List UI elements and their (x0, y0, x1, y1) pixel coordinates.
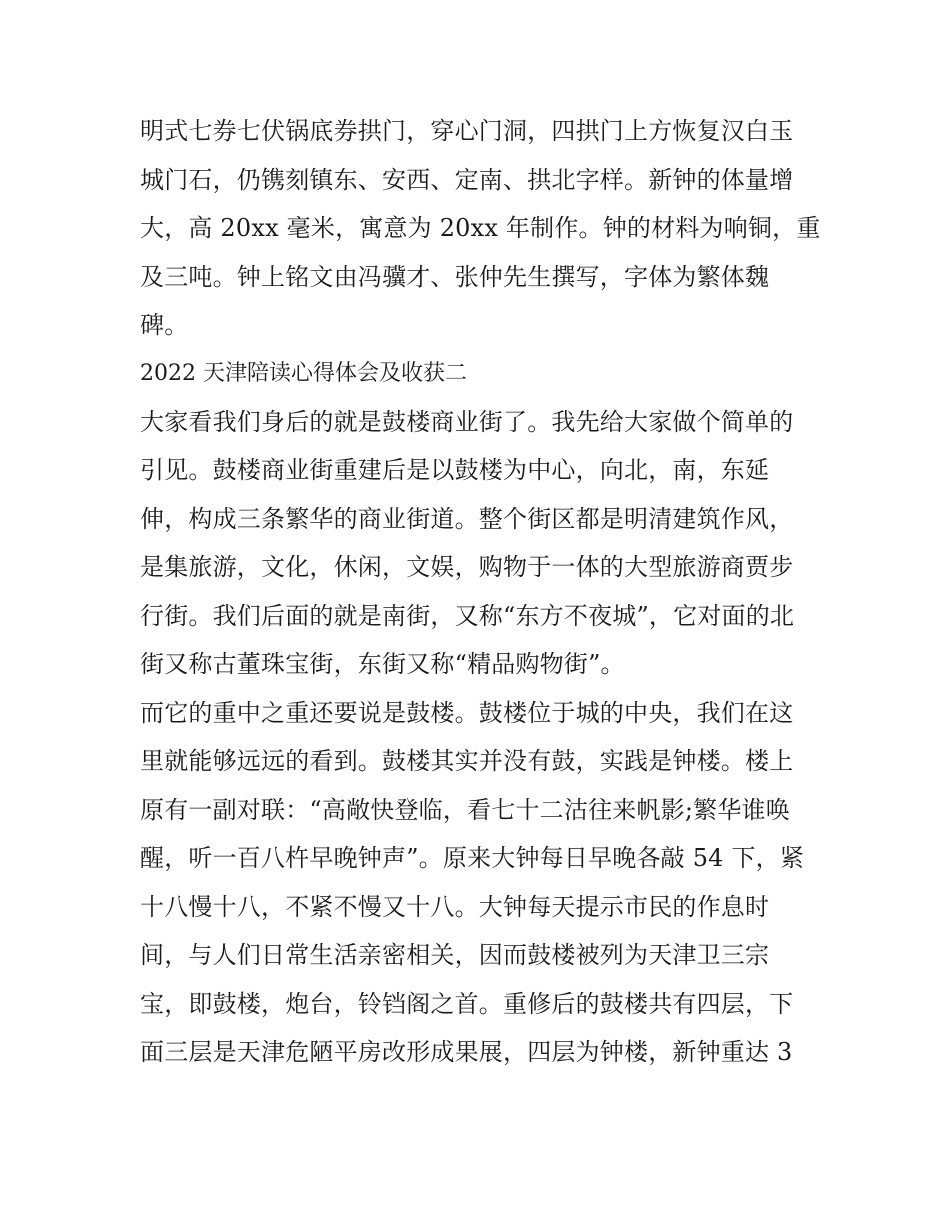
text-line: 明式七券七伏锅底券拱门，穿心门洞，四拱门上方恢复汉白玉 (140, 117, 794, 145)
text-line: 里就能够远远的看到。鼓楼其实并没有鼓，实践是钟楼。楼上 (140, 747, 794, 775)
paragraph-1 (140, 107, 820, 350)
text-line: 伸，构成三条繁华的商业街道。整个街区都是明清建筑作风， (140, 504, 794, 533)
text-line: 及三吨。钟上铭文由冯骥才、张仲先生撰写，字体为繁体魏 (140, 262, 770, 291)
paragraph-2 (140, 398, 820, 689)
text-line: 十八慢十八，不紧不慢又十八。大钟每天提示市民的作息时 (140, 892, 770, 921)
text-line: 行街。我们后面的就是南街，又称“东方不夜城”，它对面的北 (140, 601, 795, 630)
text-line: 城门石，仍镌刻镇东、安西、定南、拱北字样。新钟的体量增 (140, 165, 794, 194)
text-line: 大，高 20xx 毫米，寓意为 20xx 年制作。钟的材料为响铜，重 (140, 214, 821, 242)
text-line: 碑。 (140, 311, 189, 339)
text-line: 醒，听一百八杵早晚钟声”。原来大钟每日早晚各敲 54 下，紧 (140, 844, 805, 872)
text-line: 而它的重中之重还要说是鼓楼。鼓楼位于城的中央，我们在这 (140, 698, 794, 727)
text-line: 是集旅游，文化，休闲，文娱，购物于一体的大型旅游商贾步 (140, 553, 794, 581)
text-line: 街又称古董珠宝街，东街又称“精品购物街”。 (140, 650, 625, 678)
text-line: 引见。鼓楼商业街重建后是以鼓楼为中心，向北，南，东延 (140, 456, 770, 484)
text-line: 宝，即鼓楼，炮台，铃铛阁之首。重修后的鼓楼共有四层，下 (140, 989, 794, 1018)
text-line: 面三层是天津危陋平房改形成果展，四层为钟楼，新钟重达 3 (140, 1038, 793, 1066)
text-line: 大家看我们身后的就是鼓楼商业街了。我先给大家做个简单的 (140, 407, 794, 436)
text-line: 原有一副对联：“高敞快登临，看七十二沽往来帆影;繁华谁唤 (140, 795, 790, 824)
document-page (140, 107, 820, 1077)
text-line: 间，与人们日常生活亲密相关，因而鼓楼被列为天津卫三宗 (140, 941, 770, 969)
paragraph-3 (140, 689, 820, 1077)
section-heading: 2022 天津陪读心得体会及收获二 (140, 360, 467, 386)
